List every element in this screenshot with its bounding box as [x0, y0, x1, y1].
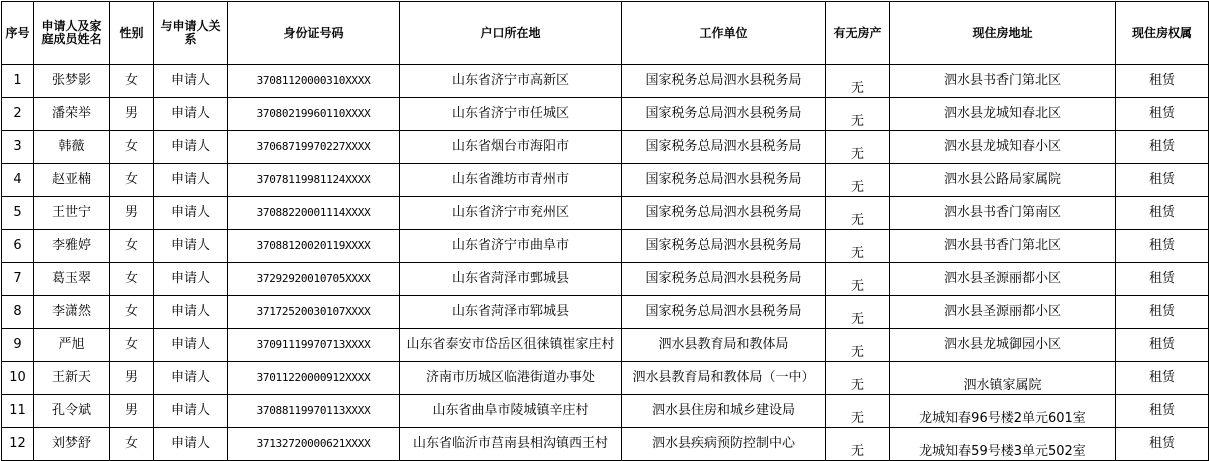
cell-employer: 国家税务总局泗水县税务局 — [622, 164, 826, 197]
cell-hukou: 山东省临沂市莒南县相沟镇西王村 — [400, 428, 622, 461]
cell-seq: 8 — [2, 296, 34, 329]
cell-name: 张梦影 — [34, 65, 110, 98]
cell-employer: 泗水县教育局和教体局（一中） — [622, 362, 826, 395]
cell-seq: 9 — [2, 329, 34, 362]
header-seq: 序号 — [2, 2, 34, 65]
cell-gender: 女 — [110, 296, 154, 329]
header-has-house: 有无房产 — [826, 2, 890, 65]
cell-ownership: 租赁 — [1116, 230, 1209, 263]
cell-name: 李雅婷 — [34, 230, 110, 263]
cell-employer: 国家税务总局泗水县税务局 — [622, 98, 826, 131]
cell-seq: 4 — [2, 164, 34, 197]
cell-name: 孔令斌 — [34, 395, 110, 428]
cell-ownership: 租赁 — [1116, 428, 1209, 461]
cell-seq: 5 — [2, 197, 34, 230]
cell-gender: 女 — [110, 131, 154, 164]
cell-id-number: 37081120000310XXXX — [228, 65, 400, 98]
cell-relation: 申请人 — [154, 263, 228, 296]
cell-ownership: 租赁 — [1116, 362, 1209, 395]
cell-hukou: 山东省泰安市岱岳区徂徕镇崔家庄村 — [400, 329, 622, 362]
cell-ownership: 租赁 — [1116, 65, 1209, 98]
cell-ownership: 租赁 — [1116, 197, 1209, 230]
cell-hukou: 山东省济宁市曲阜市 — [400, 230, 622, 263]
header-name: 申请人及家庭成员姓名 — [34, 2, 110, 65]
cell-has-house: 无 — [826, 395, 890, 428]
table-row — [2, 131, 1209, 164]
cell-employer: 泗水县教育局和教体局 — [622, 329, 826, 362]
cell-address: 泗水县龙城御园小区 — [890, 329, 1116, 362]
cell-has-house: 无 — [826, 296, 890, 329]
cell-has-house: 无 — [826, 428, 890, 461]
cell-hukou: 山东省济宁市兖州区 — [400, 197, 622, 230]
cell-employer: 泗水县疾病预防控制中心 — [622, 428, 826, 461]
table-row — [2, 362, 1209, 395]
cell-employer: 国家税务总局泗水县税务局 — [622, 263, 826, 296]
cell-employer: 泗水县住房和城乡建设局 — [622, 395, 826, 428]
cell-seq: 11 — [2, 395, 34, 428]
cell-gender: 女 — [110, 263, 154, 296]
cell-has-house: 无 — [826, 65, 890, 98]
cell-name: 潘荣举 — [34, 98, 110, 131]
cell-address: 泗水县龙城知春小区 — [890, 131, 1116, 164]
cell-address: 泗水县书香门第北区 — [890, 65, 1116, 98]
cell-relation: 申请人 — [154, 362, 228, 395]
cell-hukou: 山东省菏泽市郓城县 — [400, 296, 622, 329]
cell-name: 严旭 — [34, 329, 110, 362]
cell-employer: 国家税务总局泗水县税务局 — [622, 131, 826, 164]
header-id-number: 身份证号码 — [228, 2, 400, 65]
cell-ownership: 租赁 — [1116, 263, 1209, 296]
cell-gender: 女 — [110, 230, 154, 263]
cell-has-house: 无 — [826, 98, 890, 131]
housing-application-table — [1, 1, 1209, 461]
header-relation: 与申请人关系 — [154, 2, 228, 65]
cell-ownership: 租赁 — [1116, 329, 1209, 362]
cell-id-number: 37088120020119XXXX — [228, 230, 400, 263]
cell-hukou: 济南市历城区临港街道办事处 — [400, 362, 622, 395]
cell-seq: 12 — [2, 428, 34, 461]
table-row — [2, 197, 1209, 230]
cell-seq: 6 — [2, 230, 34, 263]
header-gender: 性别 — [110, 2, 154, 65]
cell-name: 葛玉翠 — [34, 263, 110, 296]
cell-hukou: 山东省菏泽市鄄城县 — [400, 263, 622, 296]
cell-relation: 申请人 — [154, 395, 228, 428]
cell-relation: 申请人 — [154, 329, 228, 362]
cell-relation: 申请人 — [154, 428, 228, 461]
cell-gender: 男 — [110, 362, 154, 395]
cell-hukou: 山东省济宁市高新区 — [400, 65, 622, 98]
cell-address: 泗水县圣源丽都小区 — [890, 263, 1116, 296]
cell-address: 龙城知春59号楼3单元502室 — [890, 428, 1116, 461]
table-row — [2, 395, 1209, 428]
cell-name: 赵亚楠 — [34, 164, 110, 197]
cell-seq: 3 — [2, 131, 34, 164]
cell-hukou: 山东省曲阜市陵城镇辛庄村 — [400, 395, 622, 428]
table-row — [2, 230, 1209, 263]
cell-relation: 申请人 — [154, 98, 228, 131]
cell-hukou: 山东省烟台市海阳市 — [400, 131, 622, 164]
cell-hukou: 山东省济宁市任城区 — [400, 98, 622, 131]
cell-id-number: 37088119970113XXXX — [228, 395, 400, 428]
table-row — [2, 65, 1209, 98]
cell-seq: 1 — [2, 65, 34, 98]
cell-address: 泗水县书香门第南区 — [890, 197, 1116, 230]
cell-has-house: 无 — [826, 230, 890, 263]
cell-has-house: 无 — [826, 329, 890, 362]
cell-name: 李潇然 — [34, 296, 110, 329]
cell-has-house: 无 — [826, 362, 890, 395]
cell-address: 龙城知春96号楼2单元601室 — [890, 395, 1116, 428]
table-row — [2, 296, 1209, 329]
table-row — [2, 164, 1209, 197]
cell-hukou: 山东省潍坊市青州市 — [400, 164, 622, 197]
cell-address: 泗水县圣源丽都小区 — [890, 296, 1116, 329]
cell-gender: 女 — [110, 329, 154, 362]
cell-gender: 男 — [110, 98, 154, 131]
cell-name: 王新天 — [34, 362, 110, 395]
table-row — [2, 263, 1209, 296]
cell-employer: 国家税务总局泗水县税务局 — [622, 65, 826, 98]
cell-gender: 女 — [110, 65, 154, 98]
cell-relation: 申请人 — [154, 164, 228, 197]
cell-relation: 申请人 — [154, 230, 228, 263]
cell-relation: 申请人 — [154, 65, 228, 98]
cell-address: 泗水县书香门第北区 — [890, 230, 1116, 263]
cell-id-number: 37080219960110XXXX — [228, 98, 400, 131]
cell-seq: 7 — [2, 263, 34, 296]
table-body — [2, 65, 1209, 461]
header-employer: 工作单位 — [622, 2, 826, 65]
cell-name: 韩薇 — [34, 131, 110, 164]
cell-address: 泗水县公路局家属院 — [890, 164, 1116, 197]
cell-seq: 10 — [2, 362, 34, 395]
cell-ownership: 租赁 — [1116, 131, 1209, 164]
cell-seq: 2 — [2, 98, 34, 131]
cell-id-number: 37068719970227XXXX — [228, 131, 400, 164]
cell-gender: 女 — [110, 428, 154, 461]
cell-ownership: 租赁 — [1116, 395, 1209, 428]
cell-name: 刘梦舒 — [34, 428, 110, 461]
cell-id-number: 37132720000621XXXX — [228, 428, 400, 461]
cell-gender: 男 — [110, 395, 154, 428]
header-hukou: 户口所在地 — [400, 2, 622, 65]
cell-id-number: 37011220000912XXXX — [228, 362, 400, 395]
cell-relation: 申请人 — [154, 296, 228, 329]
cell-name: 王世宁 — [34, 197, 110, 230]
cell-id-number: 37088220001114XXXX — [228, 197, 400, 230]
table-row — [2, 329, 1209, 362]
cell-ownership: 租赁 — [1116, 296, 1209, 329]
cell-employer: 国家税务总局泗水县税务局 — [622, 296, 826, 329]
cell-id-number: 37091119970713XXXX — [228, 329, 400, 362]
cell-relation: 申请人 — [154, 197, 228, 230]
header-address: 现住房地址 — [890, 2, 1116, 65]
cell-has-house: 无 — [826, 164, 890, 197]
cell-gender: 女 — [110, 164, 154, 197]
header-ownership: 现住房权属 — [1116, 2, 1209, 65]
header-row — [2, 2, 1209, 65]
cell-has-house: 无 — [826, 263, 890, 296]
cell-employer: 国家税务总局泗水县税务局 — [622, 230, 826, 263]
cell-has-house: 无 — [826, 131, 890, 164]
cell-employer: 国家税务总局泗水县税务局 — [622, 197, 826, 230]
table-row — [2, 428, 1209, 461]
cell-address: 泗水镇家属院 — [890, 362, 1116, 395]
cell-ownership: 租赁 — [1116, 164, 1209, 197]
cell-has-house: 无 — [826, 197, 890, 230]
cell-relation: 申请人 — [154, 131, 228, 164]
table-row — [2, 98, 1209, 131]
cell-id-number: 37078119981124XXXX — [228, 164, 400, 197]
cell-id-number: 37172520030107XXXX — [228, 296, 400, 329]
cell-gender: 男 — [110, 197, 154, 230]
cell-address: 泗水县龙城知春北区 — [890, 98, 1116, 131]
cell-ownership: 租赁 — [1116, 98, 1209, 131]
cell-id-number: 37292920010705XXXX — [228, 263, 400, 296]
